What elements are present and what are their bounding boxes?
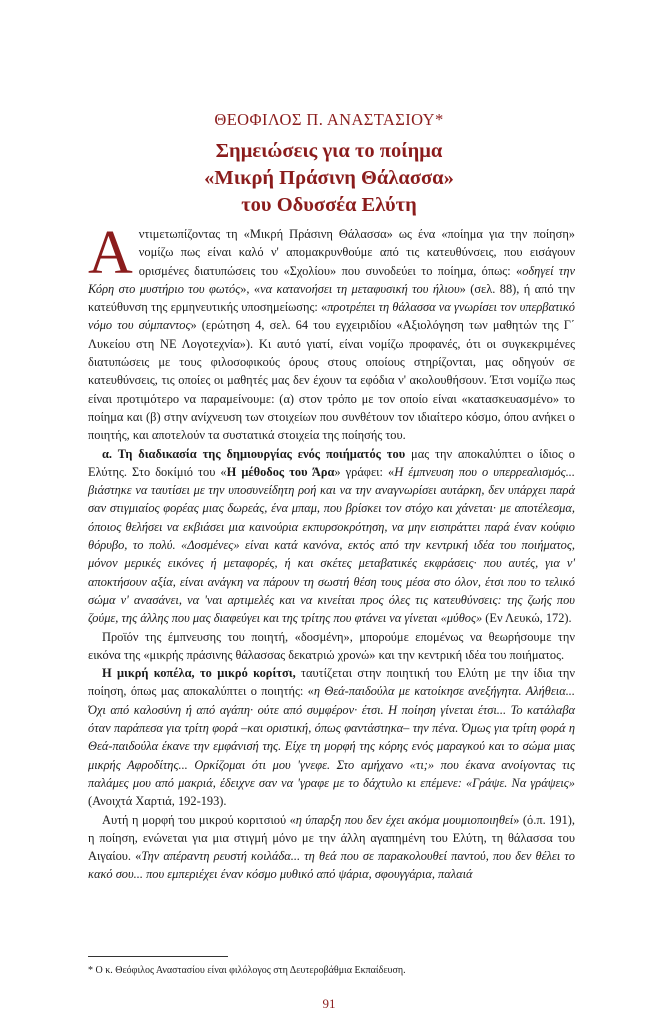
footnote: * Ο κ. Θεόφιλος Αναστασίου είναι φιλόλογος στη Δευτεροβάθμια Εκπαίδευση. — [88, 965, 406, 976]
text-run: ντιμετωπίζοντας τη «Μικρή Πράσινη Θάλασσα» ως ένα «ποίημα για την ποίηση» νομίζω πως είναι καλό ν' απομακρυνθούμε από τις κατευθύνσεις, που εισάγουν ορισμένες διατυπώσεις του «Σχολίου» που συνοδεύει το ποίημα, όπως: « — [138, 227, 575, 278]
drop-cap: Α — [88, 219, 133, 287]
text-run: » (ό.π. 191), η ποίηση, ενώνεται για μια στιγμή μόνο με την άλλη αγαπημένη του Ελύτη, τη θάλασσα του Αιγαίου. « — [88, 812, 575, 864]
footnote-divider — [88, 956, 228, 957]
text-run: (Εν Λευκώ, 172). — [482, 611, 572, 626]
text-run: », « — [240, 281, 261, 296]
page-number: 91 — [322, 996, 336, 1011]
text-run: Αυτή η μορφή του μικρού κοριτσιού « — [102, 812, 296, 827]
title-line-1: Σημειώσεις για το ποίημα — [215, 140, 443, 162]
paragraph-3: Προϊόν της έμπνευσης του ποιητή, «δοσμένη», μπορούμε επομένως να θεωρήσουμε την εικόνα της «μικρής πράσινης θάλασσας δεκατριώ χρονώ» και την κεντρική ιδέα του ποιήματος. — [88, 629, 575, 662]
text-run: » (σελ. 88), ή από την κατεύθυνση της ερμηνευτικής υποσημείωσης: « — [88, 281, 575, 315]
article-body — [88, 219, 576, 884]
quote-run: να κατανοήσει τη μεταφυσική του ήλιου — [260, 281, 460, 296]
quote-run: η Θεά-παιδούλα με κατοίκησε ανεξήγητα. Αλήθεια... Όχι από καλοσύνη ή από αγάπη· ούτε από συμφέρον· έτσι. Η ποίηση γίνεται έτσι... Το κατάλαβα όταν παράπεσα για τρίτη φορά –και οριστική, όπως φαντάστηκα– την πένα. Όμως για τρίτη φορά η Θεά-παιδούλα έκανε την εμφάνισή της. Είχε τη μορφή της κόρης ενός μαραγκού και το σώμα μιας μικρής Αφροδίτης... Ορκίζομαι ότι μου 'γνεφε. Στο αμήχανο «τι;» που έκανα ανοίγοντας τις παλάμες μου από μακριά, έδειχνε σαν να 'γραφε με το δάχτυλο κι επέμενε: «Γράψε. Να γράψεις» — [88, 684, 575, 790]
paragraph-2 — [88, 445, 575, 628]
title-line-3: του Οδυσσέα Ελύτη — [241, 194, 417, 216]
quote-run: προτρέπει τη θάλασσα να γνωρίσει τον υπερβατικό νόμο του σύμπαντος — [88, 300, 575, 333]
text-run: » γράφει: « — [334, 464, 395, 479]
paragraph-4 — [88, 664, 575, 810]
bold-run: Η μικρή κοπέλα, το μικρό κορίτσι, — [102, 666, 296, 681]
text-run: ταυτίζεται στην ποιητική του Ελύτη με την ίδια την ποίηση, όπως μας αποκαλύπτει ο ποιητής: « — [88, 666, 576, 699]
author-name: ΘΕΟΦΙΛΟΣ Π. ΑΝΑΣΤΑΣΙΟΥ* — [214, 110, 444, 129]
text-run: μας την αποκαλύπτει ο ίδιος ο Ελύτης. Στο δοκίμιό του « — [88, 446, 575, 479]
quote-run: η ύπαρξη που δεν έχει ακόμα μουμιοποιηθεί — [295, 812, 514, 827]
quote-run: οδηγεί την Κόρη στο μυστήριο του φωτός — [88, 263, 575, 296]
quote-run: Η έμπνευση που ο υπερρεαλισμός... βιάστηκε να ταυτίσει με την υποσυνείδητη ροή και να την αναγνωρίσει αυτάρκη, δεν υπάρχει παρά σαν στιγμιαίος φορέας μιας δωρεάς, ένα μπαμ, που βρίσκει τον στόχο και χάνεται· με αποτέλεσμα, όποιος θελήσει να εκβιάσει μια καινούρια εκπυρσοκρότηση, να μην εισπράττει παρά έναν κούφιο θόρυβο, το πολύ. «Δοσμένες» είναι κατά κανόνα, εκτός από την κεντρική ιδέα του ποιήματος, μόνον μερικές εικόνες ή μεταφορές, ή και σκέτες μεταβατικές εκφράσεις· που αυτές, για ν' αποκτήσουν αξία, είναι ανάγκη να πάρουν τη σωστή θέση τους μέσα στο όλον, έτσι που το τελικό σώμα ν' ανασάνει, να 'ναι αρτιμελές και να κινείται προς όλες τις κατευθύνσεις: της ζωής που ζούμε, της άλλης που μας διαφεύγει και της τρίτης που φτάνει να γίνεται «μύθος» — [88, 464, 575, 626]
bold-run: α. Τη διαδικασία της δημιουργίας ενός ποιήματός του — [102, 446, 406, 461]
text-run: » (ερώτηση 4, σελ. 64 του εγχειριδίου «Αξιολόγηση των μαθητών της Γ΄ Λυκείου στη ΝΕ Λογοτεχνία»). Κι αυτό γιατί, είναι νομίζω προφανές, ότι οι συγκεκριμένες διατυπώσεις με τους φιλοσοφικούς όρους στους οποίους στηρίζονται, μας οδηγούν σε κατευθύνσεις, τις οποίες οι μαθητές μας δεν έχουν τα εφόδια ν' ακολουθήσουν. Έτσι νομίζω πως είναι προτιμότερο να παραμείνουμε: (α) στον τρόπο με τον οποίο είναι «κατασκευασμένο» το ποίημα και (β) στην ανίχνευση των στοιχείων που συνθέτουν τον ιδιαίτερο κόσμο, όπου ανήκει ο ποιητής, και αποτελούν τα συστατικά στοιχεία της ποίησής του. — [88, 318, 575, 443]
article-title — [0, 138, 658, 219]
paragraph-5 — [88, 811, 575, 884]
quote-run: Την απέραντη ρευστή κοιλάδα... τη θεά που σε παρακολουθεί παντού, που δεν θέλει το κακό σου... που εμπεριέχει έναν κόσμο μυθικό από ψάρια, σφουγγάρια, παλαιά — [88, 849, 575, 882]
paragraph-1 — [88, 219, 575, 445]
text-run: (Ανοιχτά Χαρτιά, 192-193). — [88, 794, 227, 809]
title-line-2: «Μικρή Πράσινη Θάλασσα» — [204, 167, 454, 189]
bold-run: Η μέθοδος του Άρα — [226, 464, 335, 479]
